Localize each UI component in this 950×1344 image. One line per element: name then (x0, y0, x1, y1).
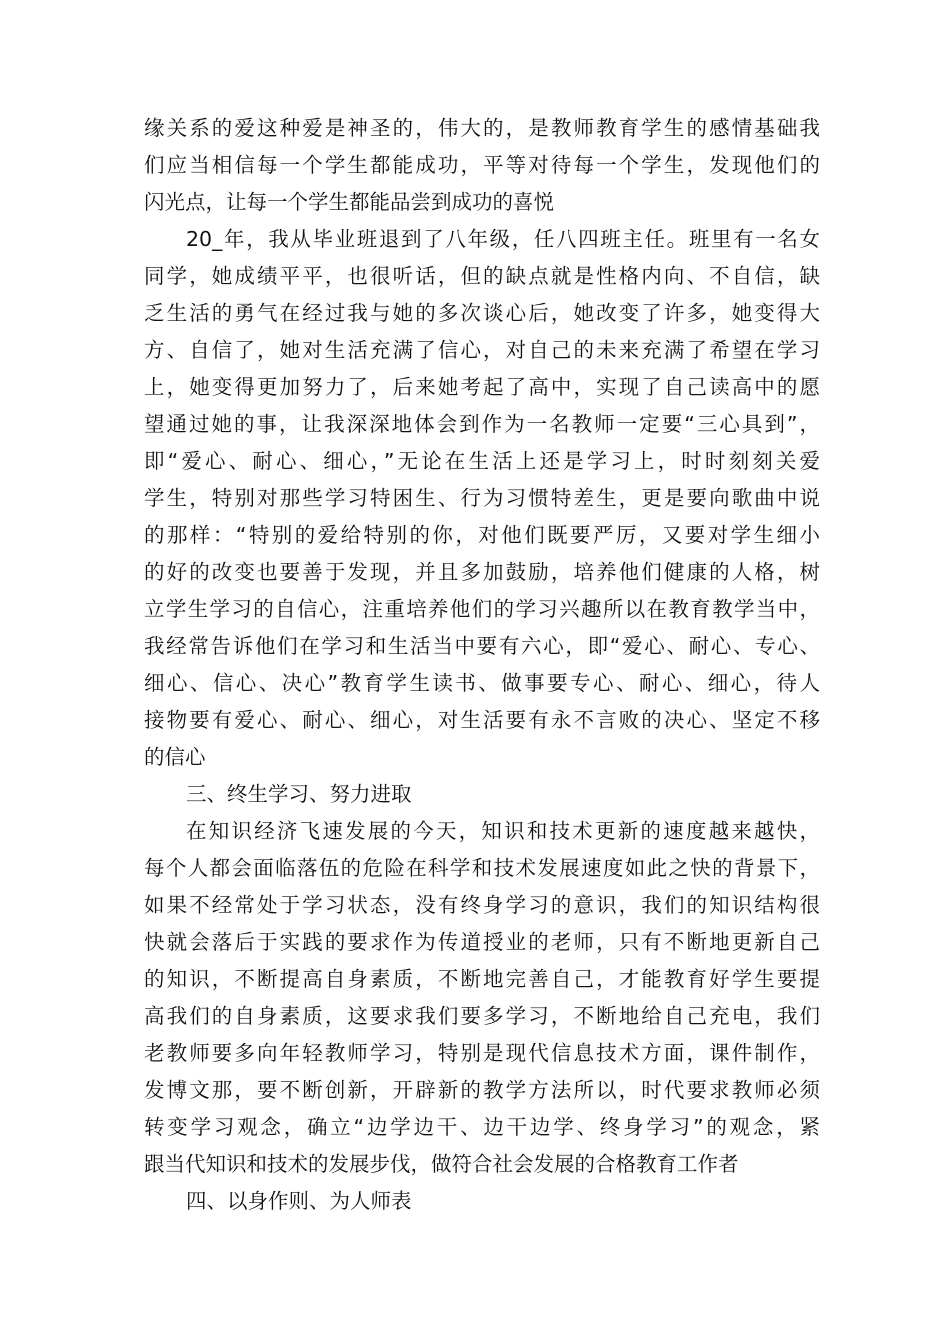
text-line: 们应当相信每一个学生都能成功，平等对待每一个学生，发现他们的 (144, 153, 820, 177)
paragraph (144, 813, 820, 1183)
text-line: 我经常告诉他们在学习和生活当中要有六心，即“爱心、耐心、专心、 (144, 634, 820, 658)
document-body (144, 110, 820, 1220)
text-line: 高我们的自身素质，这要求我们要多学习，不断地给自己充电，我们 (144, 1004, 820, 1028)
text-line: 快就会落后于实践的要求作为传道授业的老师，只有不断地更新自己 (144, 930, 820, 954)
text-line: 的那样：“特别的爱给特别的你，对他们既要严厉，又要对学生细小 (144, 523, 820, 547)
text-line: 20_年，我从毕业班退到了八年级，任八四班主任。班里有一名女 (186, 227, 820, 251)
text-line: 上，她变得更加努力了，后来她考起了高中，实现了自己读高中的愿 (144, 375, 820, 399)
section-heading (144, 1183, 820, 1220)
text-line: 跟当代知识和技术的发展步伐，做符合社会发展的合格教育工作者 (144, 1152, 739, 1176)
section-heading (144, 776, 820, 813)
text-line: 立学生学习的自信心，注重培养他们的学习兴趣所以在教育教学当中， (144, 597, 820, 621)
heading-text: 四、以身作则、为人师表 (186, 1189, 412, 1213)
text-line: 缘关系的爱这种爱是神圣的，伟大的，是教师教育学生的感情基础我 (144, 116, 820, 140)
text-line: 转变学习观念，确立“边学边干、边干边学、终身学习”的观念，紧 (144, 1115, 820, 1139)
text-line: 每个人都会面临落伍的危险在科学和技术发展速度如此之快的背景下， (144, 856, 820, 880)
text-line: 方、自信了，她对生活充满了信心，对自己的未来充满了希望在学习 (144, 338, 820, 362)
text-line: 闪光点，让每一个学生都能品尝到成功的喜悦 (144, 190, 554, 214)
text-line: 望通过她的事，让我深深地体会到作为一名教师一定要“三心具到”， (144, 412, 820, 436)
text-line: 学生，特别对那些学习特困生、行为习惯特差生，更是要向歌曲中说 (144, 486, 820, 510)
heading-text: 三、终生学习、努力进取 (186, 782, 412, 806)
text-line: 在知识经济飞速发展的今天，知识和技术更新的速度越来越快， (186, 819, 820, 843)
text-line: 如果不经常处于学习状态，没有终身学习的意识，我们的知识结构很 (144, 893, 820, 917)
text-line: 同学，她成绩平平，也很听话，但的缺点就是性格内向、不自信，缺 (144, 264, 820, 288)
text-line: 即“爱心、耐心、细心，”无论在生活上还是学习上，时时刻刻关爱 (144, 449, 820, 473)
paragraph (144, 110, 820, 221)
text-line: 老教师要多向年轻教师学习，特别是现代信息技术方面，课件制作， (144, 1041, 820, 1065)
text-line: 的知识，不断提高自身素质，不断地完善自己，才能教育好学生要提 (144, 967, 820, 991)
text-line: 接物要有爱心、耐心、细心，对生活要有永不言败的决心、坚定不移 (144, 708, 820, 732)
text-line: 的好的改变也要善于发现，并且多加鼓励，培养他们健康的人格，树 (144, 560, 820, 584)
text-line: 的信心 (144, 745, 206, 769)
text-line: 细心、信心、决心”教育学生读书、做事要专心、耐心、细心，待人 (144, 671, 820, 695)
text-line: 发博文那，要不断创新，开辟新的教学方法所以，时代要求教师必须 (144, 1078, 820, 1102)
text-line: 乏生活的勇气在经过我与她的多次谈心后，她改变了许多，她变得大 (144, 301, 820, 325)
paragraph (144, 221, 820, 776)
